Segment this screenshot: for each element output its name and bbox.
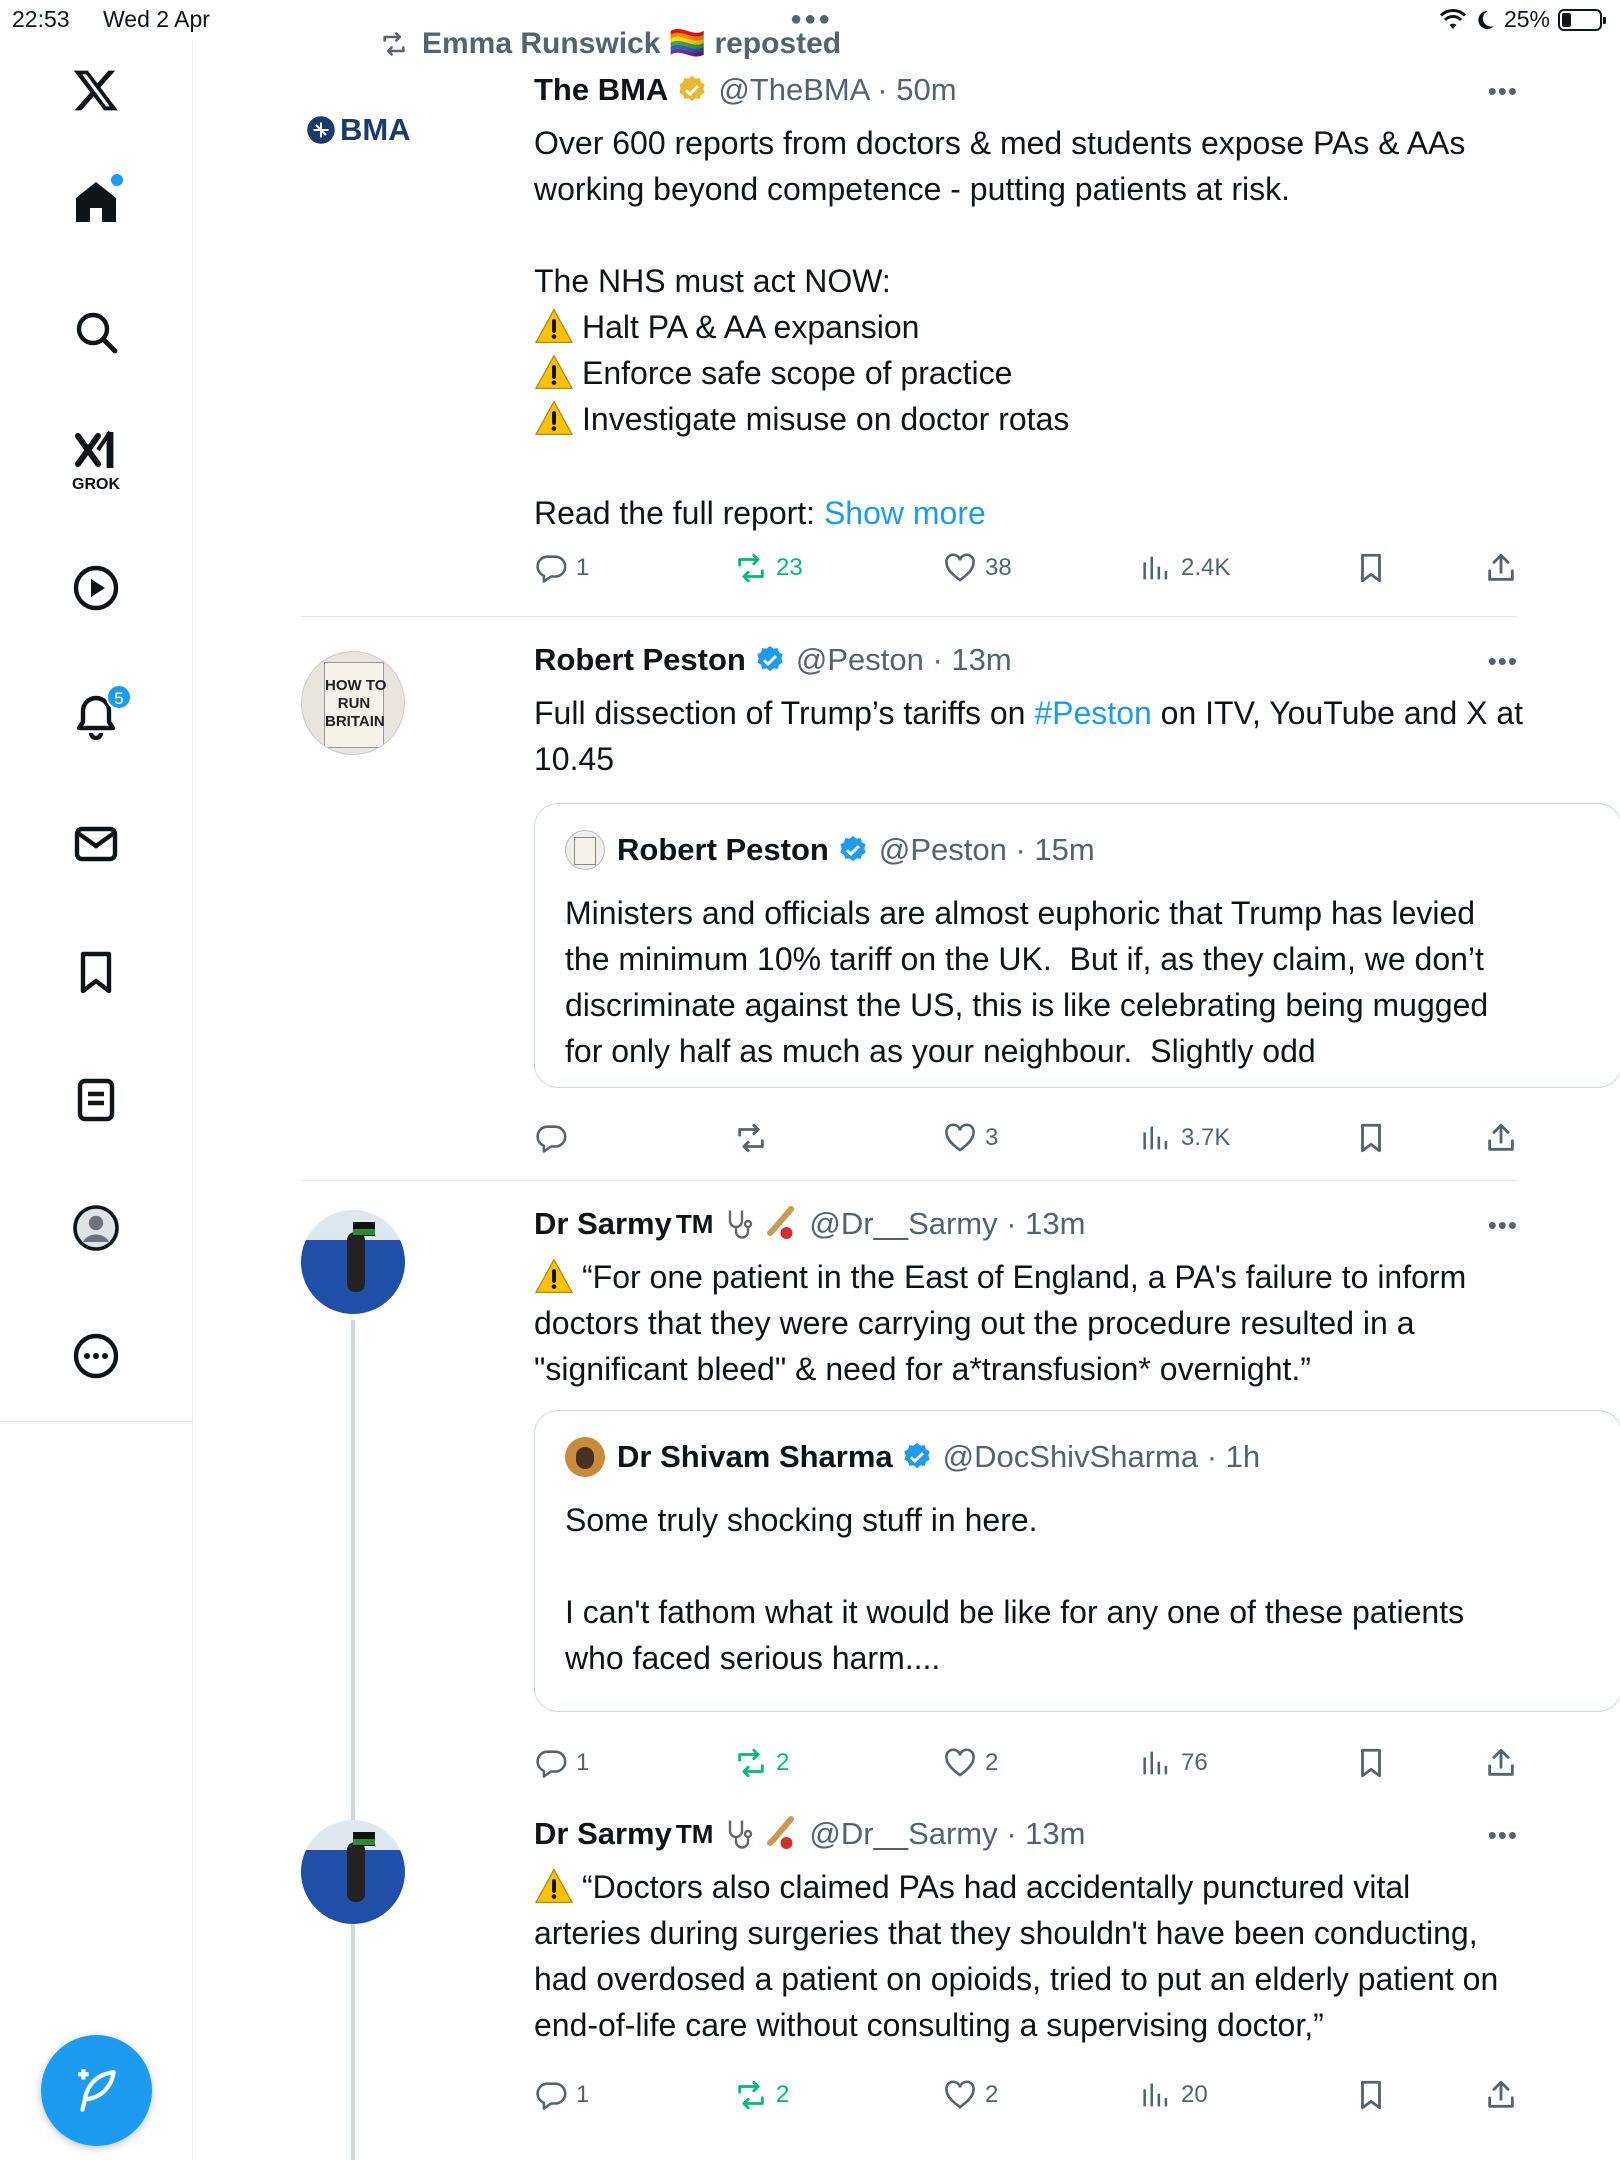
hashtag-link[interactable]: #Peston [1034,695,1152,731]
verified-gold-icon [676,74,708,106]
tweet-text: “Doctors also claimed PAs had accidentally punctured vital arteries during surgeries that they shouldn't have been conducting, had overdosed a patient on opioids, tried to put an elderly patient on end-of-life care without consulting a supervising doctor,” [534,1869,1499,2043]
tweet-divider [301,616,1517,617]
reply-icon [534,551,568,585]
bma-avatar[interactable] [306,112,411,148]
bookmark-icon [1354,2078,1388,2112]
notifications-icon[interactable] [48,676,144,756]
cricket-icon [759,1816,799,1852]
tweet-list-item: Halt PA & AA expansion [534,304,1614,350]
repost-button[interactable]: 2 [734,1746,789,1780]
author-handle[interactable]: @Dr__Sarmy · 13m [809,1206,1086,1241]
repost-button[interactable]: 23 [734,551,803,585]
views-icon [1139,1121,1173,1155]
quote-author-avatar [565,830,605,870]
like-button[interactable]: 3 [943,1121,998,1155]
tweet-text: “For one patient in the East of England, a PA's failure to inform doctors that they were carrying out the procedure resulted in a "significant bleed" & need for a*transfusion* overnight.” [534,1259,1467,1387]
repost-icon [734,551,768,585]
repost-button[interactable]: 2 [734,2078,789,2112]
bookmark-button[interactable] [1354,1746,1388,1780]
repost-indicator [378,26,841,61]
x-logo-icon[interactable] [48,50,144,130]
warning-icon [534,1868,574,1904]
reply-button[interactable]: 1 [534,2078,589,2112]
author-avatar[interactable] [301,651,405,755]
lists-icon[interactable] [48,1060,144,1140]
search-icon[interactable] [48,292,144,372]
share-icon [1484,2078,1518,2112]
compose-feather-icon [72,2066,122,2116]
share-button[interactable] [1484,551,1518,585]
views-button[interactable]: 76 [1139,1746,1208,1780]
more-options-icon[interactable]: ••• [1487,1210,1518,1240]
quote-author-handle[interactable]: @Peston · 15m [878,832,1095,867]
tweet-list-item: Investigate misuse on doctor rotas [534,396,1614,442]
reposted-by-text[interactable]: Emma Runswick 🏳️‍🌈 reposted [422,27,842,60]
grok-label: GROK [72,476,120,493]
like-button[interactable]: 2 [943,2078,998,2112]
home-unread-dot [111,174,123,186]
bookmark-icon [1354,1121,1388,1155]
reply-button[interactable]: 1 [534,1746,589,1780]
tweet-read-more: Read the full report: Show more [534,495,986,531]
warning-icon [534,400,574,436]
author-avatar[interactable] [301,1210,405,1314]
more-icon[interactable] [48,1316,144,1396]
compose-button[interactable] [41,2035,152,2146]
grok-icon[interactable] [48,418,144,498]
warning-icon [534,308,574,344]
more-options-icon[interactable]: ••• [1487,646,1518,676]
tweet-text: Full dissection of Trump’s tariffs on #Peston on ITV, YouTube and X at 10.45 [534,695,1524,777]
messages-icon[interactable] [48,804,144,884]
views-icon [1139,551,1173,585]
author-name[interactable]: Robert Peston [534,642,746,677]
thread-line [351,1320,355,1840]
bookmarks-icon[interactable] [48,932,144,1012]
verified-blue-icon [837,834,869,866]
tweet-actions [534,1746,1534,1786]
video-icon[interactable] [48,548,144,628]
battery-percent: 25% [1503,6,1550,32]
quoted-tweet[interactable] [534,803,1620,1088]
tweet-actions [534,551,1534,591]
author-handle[interactable]: @Peston · 13m [795,642,1012,677]
views-icon [1139,2078,1173,2112]
like-button[interactable]: 2 [943,1746,998,1780]
quote-author-avatar [565,1437,605,1477]
repost-icon [734,1746,768,1780]
stethoscope-icon [719,1206,759,1242]
date: Wed 2 Apr [103,6,210,32]
sidebar-divider [0,1421,193,1422]
author-handle[interactable]: @Dr__Sarmy · 13m [809,1816,1086,1851]
share-button[interactable] [1484,1121,1518,1155]
quote-text: Ministers and officials are almost euphoric that Trump has levied the minimum 10% tariff on the UK. But if, as they claim, we don’t discriminate against the US, this is like celebrating being mugged for only half as much as your neighbour. Slightly odd [565,895,1489,1069]
cricket-icon [759,1206,799,1242]
views-button[interactable]: 2.4K [1139,551,1230,585]
heart-icon [943,1121,977,1155]
bookmark-button[interactable] [1354,2078,1388,2112]
tweet-header [534,72,957,108]
more-options-icon[interactable]: ••• [1487,76,1518,106]
share-icon [1484,551,1518,585]
verified-blue-icon [754,644,786,676]
quote-author-name[interactable]: Robert Peston [617,832,829,867]
quote-header [565,830,1095,870]
quote-author-name[interactable]: Dr Shivam Sharma [617,1439,893,1474]
heart-icon [943,551,977,585]
author-handle[interactable]: @TheBMA · 50m [718,72,957,107]
verified-blue-icon [901,1441,933,1473]
tweet-header: Dr Sarmy TM @Dr__Sarmy · 13m [534,1816,1086,1851]
notification-badge: 5 [106,684,132,710]
heart-icon [943,2078,977,2112]
bma-logo-icon [306,115,336,145]
quoted-tweet[interactable] [534,1410,1620,1712]
author-name[interactable]: Dr Sarmy [534,1206,672,1241]
show-more-link[interactable]: Show more [823,495,986,531]
repost-icon [378,30,410,58]
bma-logo-text: BMA [340,112,411,147]
tweet-list-intro: The NHS must act NOW: [534,263,891,299]
views-icon [1139,1746,1173,1780]
like-button[interactable]: 38 [943,551,1012,585]
tweet-header [534,642,1012,678]
reply-icon [534,2078,568,2112]
tweet-divider [301,1180,1517,1181]
clock: 22:53 [12,6,70,32]
more-options-icon[interactable]: ••• [1487,1820,1518,1850]
repost-button[interactable] [734,1121,776,1155]
share-button[interactable] [1484,1746,1518,1780]
quote-author-handle[interactable]: @DocShivSharma · 1h [942,1439,1261,1474]
share-icon [1484,1746,1518,1780]
sidebar [0,40,193,2160]
quote-text: Some truly shocking stuff in here. I can't fathom what it would be like for any one of these patients who faced serious harm.... [565,1502,1465,1676]
repost-icon [734,2078,768,2112]
bookmark-button[interactable] [1354,551,1388,585]
reply-icon [534,1746,568,1780]
tweet-list-item: Enforce safe scope of practice [534,350,1614,396]
stethoscope-icon [719,1816,759,1852]
reply-button[interactable] [534,1121,576,1155]
share-button[interactable] [1484,2078,1518,2112]
warning-icon [534,354,574,390]
tweet-actions [534,1121,1534,1161]
author-name[interactable]: The BMA [534,72,669,107]
bookmark-icon [1354,551,1388,585]
timeline [193,0,1620,2160]
multitask-dots-icon[interactable]: ●●● [790,8,833,30]
book-cover-text: HOW TO RUN BRITAIN [324,662,384,748]
tweet-header: Dr Sarmy TM @Dr__Sarmy · 13m [534,1206,1086,1241]
profile-icon[interactable] [48,1188,144,1268]
home-icon[interactable] [48,162,144,242]
bookmark-icon [1354,1746,1388,1780]
views-button[interactable]: 3.7K [1139,1121,1230,1155]
reply-icon [534,1121,568,1155]
tweet-actions [534,2078,1534,2118]
author-avatar[interactable] [301,1820,405,1924]
repost-icon [734,1121,768,1155]
share-icon [1484,1121,1518,1155]
views-button[interactable]: 20 [1139,2078,1208,2112]
quote-header [565,1437,1260,1477]
author-name[interactable]: Dr Sarmy [534,1816,672,1851]
bookmark-button[interactable] [1354,1121,1388,1155]
tweet-text: Over 600 reports from doctors & med students expose PAs & AAs working beyond competence - putting patients at risk. [534,125,1466,207]
heart-icon [943,1746,977,1780]
reply-button[interactable]: 1 [534,551,589,585]
warning-icon [534,1258,574,1294]
